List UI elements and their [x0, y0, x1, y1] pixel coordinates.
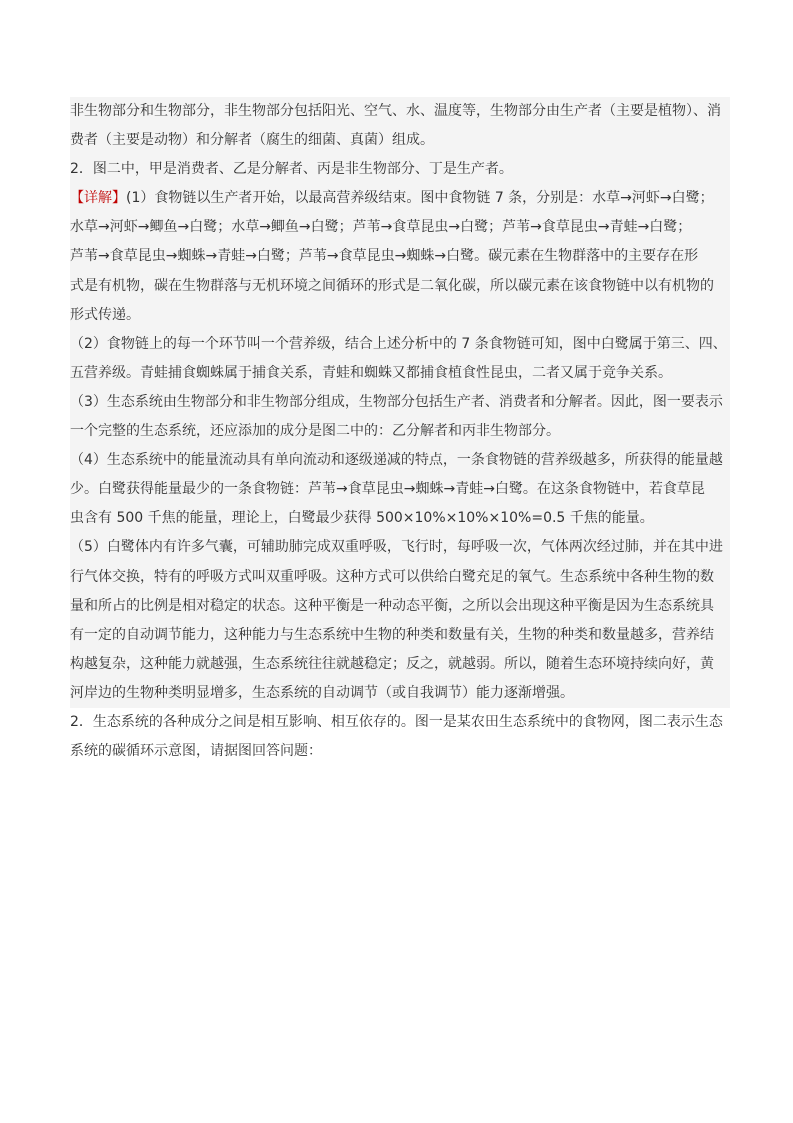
text-line: 芦苇→食草昆虫→蜘蛛→青蛙→白鹭；芦苇→食草昆虫→蜘蛛→白鹭。碳元素在生物群落中的主要存在形 — [70, 248, 699, 265]
text-line: 五营养级。青蛙捕食蜘蛛属于捕食关系，青蛙和蜘蛛又都捕食植食性昆虫，二者又属于竞争关系。 — [70, 364, 672, 381]
text-line: 非生物部分和生物部分，非生物部分包括阳光、空气、水、温度等，生物部分由生产者（主要是植物）、消 — [70, 103, 721, 119]
answer-item-2 — [70, 155, 730, 184]
text-line: 河岸边的生物种类明显增多，生态系统的自动调节（或自我调节）能力逐渐增强。 — [70, 684, 574, 701]
text-line: 构越复杂，这种能力就越强，生态系统往往就越稳定；反之，就越弱。所以，随着生态环境持续向好，黄 — [70, 655, 714, 672]
detail-line — [70, 184, 730, 213]
text-line: （5）白鹭体内有许多气囊，可辅助肺完成双重呼吸，飞行时，每呼吸一次，气体两次经过肺，并在其中进 — [70, 539, 723, 556]
detail-text: (1）食物链以生产者开始，以最高营养级结束。图中食物链 7 条，分别是：水草→河虾→白鹭； — [126, 190, 714, 207]
text-line: 2．生态系统的各种成分之间是相互影响、相互依存的。图一是某农田生态系统中的食物网，图二表示生态 — [70, 713, 723, 730]
text-line: 水草→河虾→鲫鱼→白鹭；水草→鲫鱼→白鹭；芦苇→食草昆虫→白鹭；芦苇→食草昆虫→青蛙→白鹭； — [70, 219, 692, 236]
text-line: 少。白鹭获得能量最少的一条食物链：芦苇→食草昆虫→蜘蛛→青蛙→白鹭。在这条食物链中，若食草昆 — [70, 481, 705, 498]
text-line: 系统的碳循环示意图，请据图回答问题： — [70, 743, 322, 760]
text-line: 形式传递。 — [70, 306, 140, 323]
text-line: 虫含有 500 千焦的能量，理论上，白鹭最少获得 500×10%×10%×10%=0.5 千焦的能量。 — [70, 510, 654, 527]
text-line: 2．图二中，甲是消费者、乙是分解者、丙是非生物部分、丁是生产者。 — [70, 161, 513, 178]
text-line: 行气体交换，特有的呼吸方式叫双重呼吸。这种方式可以供给白鹭充足的氧气。生态系统中各种生物的数 — [70, 568, 714, 585]
text-line: （2）食物链上的每一个环节叫一个营养级，结合上述分析中的 7 条食物链可知，图中白鹭属于第三、四、 — [70, 335, 727, 352]
answer-intro-paragraph — [70, 97, 730, 155]
question-2 — [70, 708, 730, 766]
text-line: 一个完整的生态系统，还应添加的成分是图二中的：乙分解者和丙非生物部分。 — [70, 423, 560, 440]
detail-section — [70, 184, 730, 708]
text-line: 式是有机物，碳在生物群落与无机环境之间循环的形式是二氧化碳，所以碳元素在该食物链中以有机物的 — [70, 277, 714, 294]
text-line: 费者（主要是动物）和分解者（腐生的细菌、真菌）组成。 — [70, 132, 434, 149]
detail-tag: 【详解】 — [70, 190, 126, 207]
text-line: 有一定的自动调节能力，这种能力与生态系统中生物的种类和数量有关，生物的种类和数量越多，营养结 — [70, 626, 714, 643]
text-line: （4）生态系统中的能量流动具有单向流动和逐级递减的特点，一条食物链的营养级越多，所获得的能量越 — [70, 452, 723, 469]
text-line: （3）生态系统由生物部分和非生物部分组成，生物部分包括生产者、消费者和分解者。因此，图一要表示 — [70, 393, 723, 410]
text-line: 量和所占的比例是相对稳定的状态。这种平衡是一种动态平衡，之所以会出现这种平衡是因为生态系统具 — [70, 597, 714, 614]
document-body — [70, 97, 730, 766]
